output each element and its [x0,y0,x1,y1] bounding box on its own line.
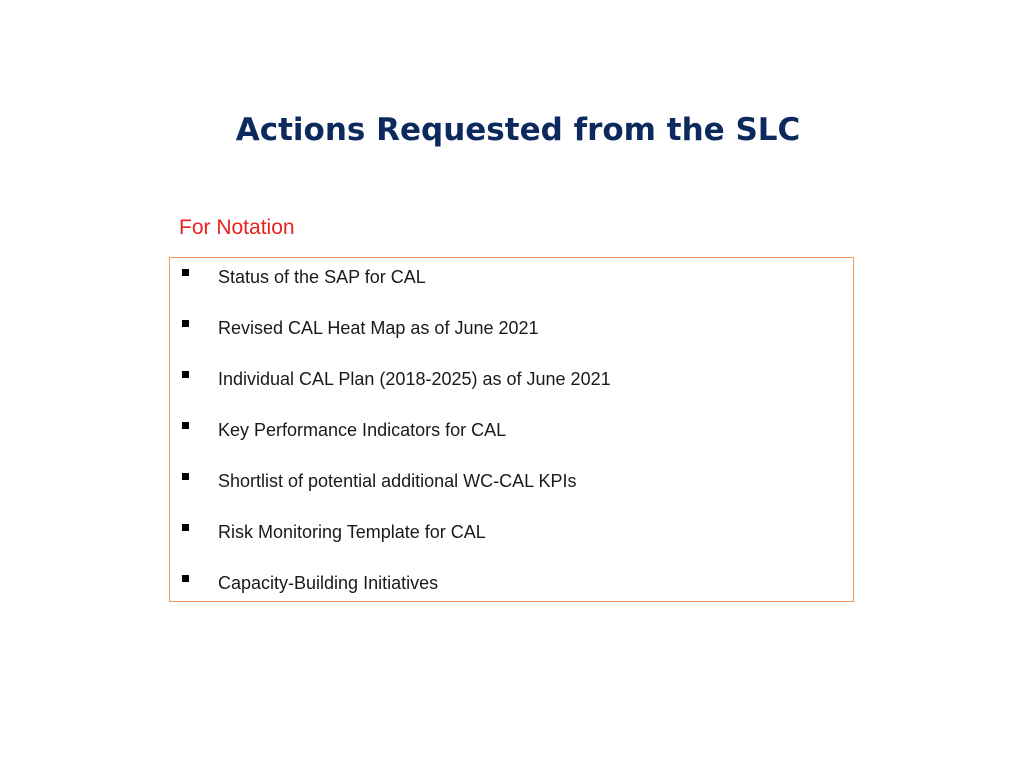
square-bullet-icon [182,473,189,480]
list-item-text: Capacity-Building Initiatives [218,573,439,593]
square-bullet-icon [182,575,189,582]
square-bullet-icon [182,371,189,378]
list-item-text: Shortlist of potential additional WC-CAL KPIs [218,471,577,491]
list-item [170,267,853,318]
square-bullet-icon [182,269,189,276]
list-item [170,573,853,624]
list-item [170,522,853,573]
square-bullet-icon [182,422,189,429]
notation-box [169,257,854,602]
list-item [170,471,853,522]
list-item-text: Status of the SAP for CAL [218,267,426,287]
list-item [170,318,853,369]
list-item-text: Risk Monitoring Template for CAL [218,522,486,542]
square-bullet-icon [182,524,189,531]
list-item [170,369,853,420]
section-label: For Notation [179,216,295,239]
slide-title: Actions Requested from the SLC [235,112,801,148]
list-item-text: Individual CAL Plan (2018-2025) as of June 2021 [218,369,611,389]
list-item [170,420,853,471]
list-item-text: Revised CAL Heat Map as of June 2021 [218,318,539,338]
list-item-text: Key Performance Indicators for CAL [218,420,507,440]
square-bullet-icon [182,320,189,327]
notation-list [170,267,853,624]
